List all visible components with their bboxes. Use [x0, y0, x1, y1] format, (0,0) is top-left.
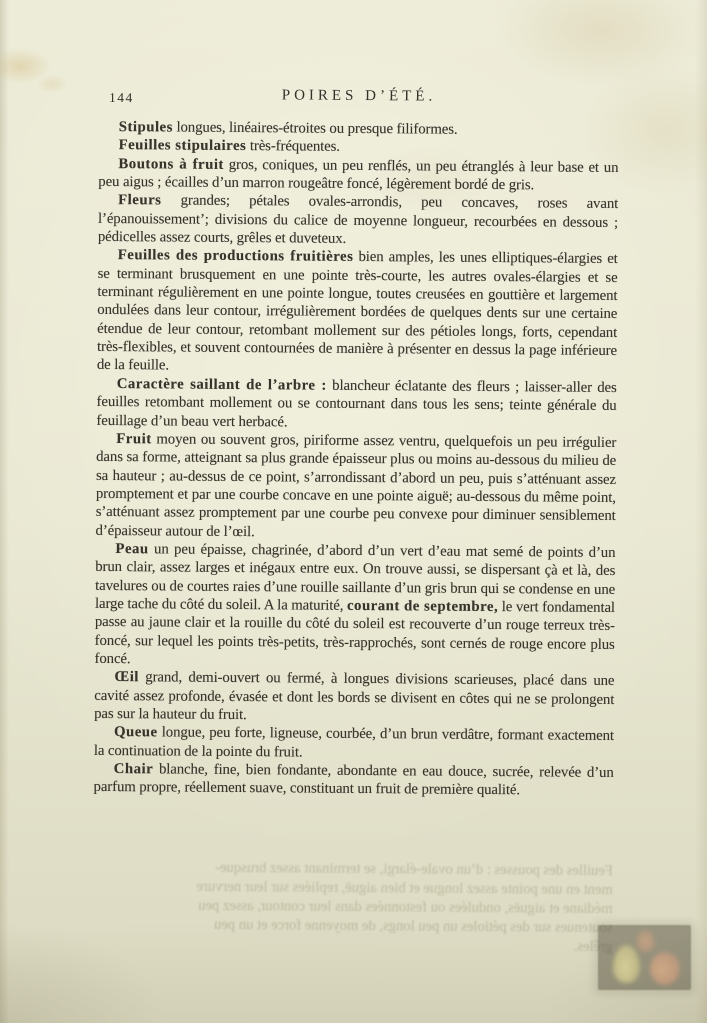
bleedthrough-line: soutenues sur des pétioles un peu longs, de moyenne force et un peu — [214, 916, 613, 936]
paragraph-heading: Queue — [113, 724, 158, 741]
watermark-pear-yellow — [613, 945, 640, 983]
paragraph-heading: Stipules — [118, 119, 173, 136]
paragraph-text: gros, coniques, un peu renflés, un peu étranglés à leur base et un peu aigus ; écailles d’un marron rougeâtre foncé, légèrement bordé de gris. — [98, 156, 619, 194]
paragraph-text: le vert fondamental passe au jaune clair et la rouille du côté du soleil est recouverte d’un rouge terreux très-foncé, sur lequel les points très-petits, très-rapprochés, sont cernés de rouge encore plus foncé. — [94, 599, 616, 668]
paragraph-heading: Chair — [113, 761, 154, 778]
paragraph-text: un peu épaisse, chagrinée, d’abord d’un vert d’eau mat semé de points d’un brun clair, assez larges et inégaux entre eux. On trouve aussi, se dispersant çà et là, des tavelures ou de courtes raies d’une rouille saillante d’un gris brun qui se condense en une large tache du côté du soleil. A la maturité, — [94, 541, 616, 614]
paragraph-text: longue, peu forte, ligneuse, courbée, d’un brun verdâtre, formant exactement la continuation de la pointe du fruit. — [93, 724, 615, 761]
paragraph — [94, 723, 614, 764]
paragraph — [96, 375, 616, 434]
paragraph-text: bien amples, les unes elliptiques-élargies et se terminant brusquement en une pointe très-courte, les autres ovales-élargies et se terminant régulièrement en une pointe longue, toutes creusées en gouttière et largement ondulées dans leur contour, irrégulièrement bordées de quelques dents sur une certaine étendue de leur contour, retombant mollement sur des pétioles longs, forts, cependant très-flexibles, et souvent contournées de manière à présenter en dessus la page inférieure de la feuille. — [96, 249, 618, 374]
bleedthrough-line: Feuilles des pousses : d’un ovale-élargi, se terminant assez brusque- — [215, 859, 613, 879]
paragraph-heading: Feuilles stipulaires — [118, 137, 247, 155]
paragraph-text: grandes; pétales ovales-arrondis, peu concaves, roses avant l’épanouissement’; divisions du calice de moyenne longueur, recourbées en dessous ; pédicelles assez courts, grêles et duveteux. — [97, 192, 619, 247]
bleedthrough-line: grêles. — [573, 938, 613, 955]
paragraph-heading: Fruit — [116, 430, 152, 448]
watermark-photo — [598, 925, 691, 990]
paragraph — [97, 246, 618, 378]
paragraph-text: très-fréquentes. — [246, 138, 340, 156]
paragraph — [94, 540, 615, 672]
paragraph-text: moyen ou souvent gros, piriforme assez ventru, quelquefois un peu irrégulier dans sa forme, atteignant sa plus grande épaisseur plus ou moins au-dessous du milieu de sa hauteur ; au-dessus de ce point, s’arrondissant d’abord un peu, puis s’atténuant assez promptement et par une courbe concave en une pointe aiguë; au-dessous du même point, s’atténuant assez promptement par une courbe peu convexe pour diminuer sensiblement d’épaisseur autour de l’œil. — [95, 431, 617, 540]
text-block — [93, 118, 618, 801]
bleedthrough-text — [92, 858, 613, 957]
paragraph-heading: Œil — [114, 669, 140, 686]
watermark-pear-red — [650, 952, 680, 985]
paragraph — [93, 760, 613, 801]
paragraph-text: blanche, fine, bien fondante, abondante en eau douce, sucrée, relevée d’un parfum propre, réellement suave, constituant un fruit de première qualité. — [93, 761, 614, 799]
paragraph-heading: Caractère saillant de l’arbre : — [116, 375, 327, 394]
paragraph-heading: Fleurs — [118, 192, 162, 209]
watermark-stem — [636, 930, 655, 952]
paragraph-heading: Peau — [115, 540, 149, 558]
paragraph — [98, 191, 618, 250]
paragraph-heading: Boutons à fruit — [118, 155, 224, 173]
paragraph — [96, 430, 617, 544]
paragraph-heading: courant de septembre, — [346, 597, 499, 616]
paragraph-text: longues, linéaires-étroites ou presque filiformes. — [172, 119, 458, 138]
page-number: 144 — [108, 89, 134, 106]
paragraph-heading: Feuilles des productions fruitières — [117, 247, 354, 266]
page-title: POIRES D’ÉTÉ. — [281, 87, 437, 105]
bleedthrough-line: ment en une pointe assez longue et bien aiguë, repliées sur leur nervure — [196, 878, 613, 898]
paragraph-text: grand, demi-ouvert ou fermé, à longues divisions scarieuses, placé dans une cavité assez profonde, évasée et dont les bords se divisent en côtes qui ne se prolongent pas sur la hauteur du fruit. — [94, 669, 615, 724]
bleedthrough-line: médiane et aiguës, ondulées ou festonnées dans leur contour, assez peu — [198, 897, 613, 917]
paragraph — [98, 155, 618, 196]
page-header — [99, 84, 619, 122]
paragraph — [94, 668, 614, 727]
paragraph-text: blancheur éclatante des fleurs ; laisser-aller des feuilles retombant mollement ou se contournant dans tous les sens; teinte générale du feuillage d’un beau vert herbacé. — [96, 377, 617, 430]
